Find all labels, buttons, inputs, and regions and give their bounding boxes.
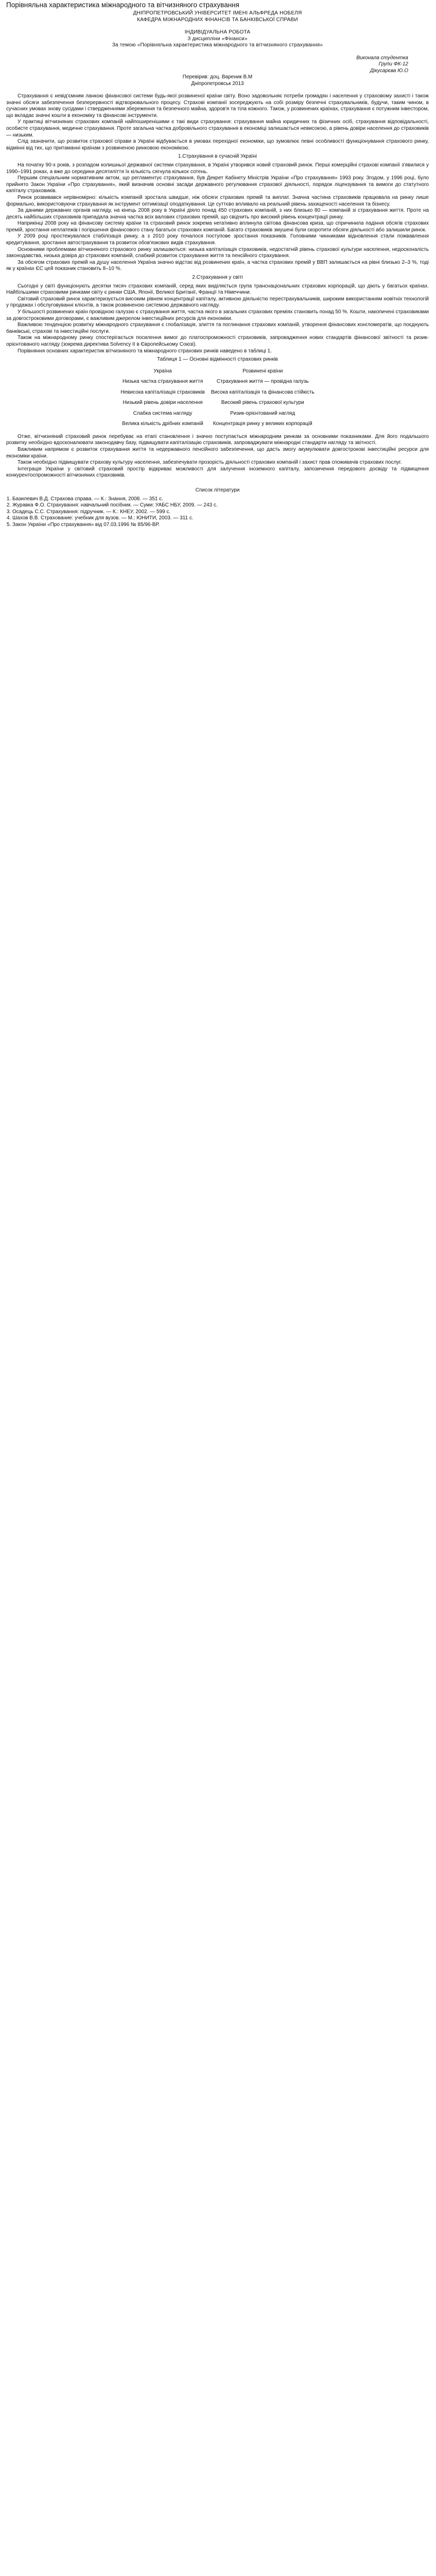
paragraph: Страхування є невід'ємним ланкою фінансової системи будь-якої розвиненої країни світу. Воно задовольняє потреби громадян і населення у страховому захисті і також значні обсяги забезпечення безперервності відтворювального процесу. Страхові компанії зосереджують на собі розміру безпечні страхувальників, будучи, таким чином, в сучасних умовах знову сусідами і ствердженнями збереження та безпечного майна, здоров'я та тіла кожного. Також, у розвинених країнах, страхування є потужним інвестором, що вкладає значні кошти в економіку та фінансові інструменти. [6, 93, 429, 118]
table-row [117, 409, 317, 419]
document-title: Порівняльна характеристика міжнародного та вітчизняного страхування [6, 1, 239, 9]
paragraph: У більшості розвинених країн провідною галуззю є страхування життя, частка якого в загальних страхових преміях становить понад 50 %. Кошти, накопичені страховиками за довгостроковими договорами, є важливим джерелом інвестиційних ресурсів для економіки. [6, 309, 429, 321]
student-name: Дікусарєва Ю.О [370, 67, 408, 74]
section [6, 87, 429, 151]
paragraph: Інтеграція України у світовий страховий простір відкриває можливості для залучення іноземного капіталу, запозичення передового досвіду та підвищення конкурентоспроможності вітчизняних страховиків. [6, 466, 429, 479]
references-title: Список літератури [195, 487, 240, 493]
paragraph: Важливою тенденцією розвитку міжнародного страхування є глобалізація, злиття та поглинання страхових компаній, утворення фінансових конгломератів, що поєднують банківські, страхові та інвестиційні послуги. [6, 322, 429, 334]
section [6, 154, 429, 273]
department-name: КАФЕДРА МІЖНАРОДНИХ ФІНАНСІВ ТА БАНКІВСЬКОЇ СПРАВИ [137, 16, 298, 23]
reference-item: 2. Журавка Ф.О. Страхування: навчальний посібник. — Суми: УАБС НБУ, 2009. — 243 с. [12, 502, 429, 509]
references-list [6, 496, 429, 529]
paragraph: Основними проблемами вітчизняного страхового ринку залишаються: низька капіталізація страховиків, недостатній рівень страхової культури населення, недосконалість законодавства, низька довіра до страхових компаній, слабкий розвиток страхування життя та пенсійного страхування. [6, 246, 429, 259]
document-page [0, 1, 436, 2576]
paragraph: У 2009 році простежувалася стабілізація ринку, а з 2010 року почалося поступове зростання показників. Головними чинниками відновлення стали пожвавлення кредитування, зростання автострахування та розвиток обов'язкових видів страхування. [6, 233, 429, 246]
comparison-table [117, 366, 317, 430]
table-cell: Високий рівень страхової культури [221, 400, 304, 406]
reference-item: 5. Закон України «Про страхування» від 07.03.1996 № 85/96-ВР. [12, 522, 429, 529]
paragraph: Також необхідно підвищувати страхову культуру населення, забезпечувати прозорість діяльності страхових компаній і захист прав споживачів страхових послуг. [18, 460, 402, 466]
paragraph: Важливим напрямом є розвиток страхування життя та недержавного пенсійного забезпечення, що дасть змогу акумулювати довгострокові інвестиційні ресурси для економіки країни. [6, 446, 429, 459]
table-cell: Низький рівень довіри населення [123, 400, 203, 406]
paragraph: Сьогодні у світі функціонують десятки тисяч страхових компаній, серед яких виділяється група транснаціональних страхових корпорацій, що діють у багатьох країнах. Найбільшими страховими ринками світу є ринки США, Японії, Великої Британії, Франції та Німеччини. [6, 283, 429, 296]
table-cell: Невисока капіталізація страховиків [120, 389, 205, 395]
paragraph: За обсягом страхових премій на душу населення Україна значно відстає від розвинених країн, а частка страхових премій у ВВП залишається на рівні близько 2–3 %, тоді як у країнах ЄС цей показник становить 8–10 %. [6, 259, 429, 272]
paragraph: Порівняння основних характеристик вітчизняного та міжнародного страхових ринків наведено в таблиці 1. [18, 348, 272, 354]
paragraph: Також на міжнародному ринку спостерігається посилення вимог до платоспроможності страховиків, запровадження нових стандартів фінансової звітності та ризик-орієнтованого нагляду (зокрема директива Solvency II в Європейському Союзі). [6, 335, 429, 347]
paragraph: Отже, вітчизняний страховий ринок перебуває на етапі становлення і значно поступається міжнародним ринкам за основними показниками. Для його подальшого розвитку необхідно вдосконалювати законодавчу базу, підвищувати капіталізацію страховиків, запроваджувати міжнародні стандарти нагляду та звітності. [6, 433, 429, 446]
table-row [117, 377, 317, 387]
performer-label: Виконала студентка [356, 55, 408, 61]
university-name: ДНІПРОПЕТРОВСЬКИЙ УНІВЕРСИТЕТ ІМЕНІ АЛЬФРЕДА НОБЕЛЯ [133, 10, 302, 16]
group-label: Групи ФК-12 [378, 61, 408, 67]
table-cell: Слабка система нагляду [133, 410, 193, 416]
section-heading: 2.Страхування у світі [192, 275, 243, 281]
checker-name: Перевірив: доц. Вареник В.М [182, 74, 253, 80]
paragraph: Наприкінці 2008 року на фінансову систему країни та страховий ринок зокрема негативно вплинула світова фінансова криза, що спричинила падіння обсягів страхових премій, зростання неплатежів і погіршення фінансового стану багатьох страхових компаній. Багато страховиків змушені були скоротити обсяги діяльності або залишили ринок. [6, 221, 429, 233]
table-cell: Ризик-орієнтований нагляд [230, 410, 295, 416]
table-row [117, 419, 317, 430]
reference-item: 3. Осадець С.С. Страхування: підручник. — К.: КНЕУ, 2002. — 599 с. [12, 509, 429, 516]
table-row [117, 387, 317, 398]
paragraph: Ринок розвивався нерівномірно: кількість компаній зростала швидше, ніж обсяги страхових премій та виплат. Значна частина страховиків працювала на ринку лише формально, використовуючи страхування як інструмент оптимізації оподаткування. Це суттєво впливало на реальний рівень захищеності населення та бізнесу. [6, 194, 429, 207]
paragraph: Світовий страховий ринок характеризується високим рівнем концентрації капіталу, активною діяльністю перестрахувальників, широким використанням новітніх технологій у продажах і обслуговуванні клієнтів, а також розвиненою системою державного нагляду. [6, 296, 429, 309]
table-cell: Низька частка страхування життя [122, 379, 203, 385]
work-topic: За темою «Порівняльна характеристика міжнародного та вітчизняного страхування» [112, 42, 323, 48]
section [6, 275, 429, 354]
discipline: З дисципліни «Фінанси» [187, 36, 248, 42]
comparison-table-section [6, 357, 429, 430]
table-cell: Висока капіталізація та фінансова стійкість [211, 389, 315, 395]
table-caption: Таблиця 1 — Основні відмінності страхових ринків [157, 357, 278, 363]
reference-item: 4. Шахов В.В. Страхование: учебник для вузов. — М.: ЮНИТИ, 2003. — 311 с. [12, 515, 429, 522]
work-type: ІНДИВІДУАЛЬНА РОБОТА [184, 29, 251, 35]
table-cell: Концентрація ринку у великих корпорацій [213, 421, 312, 427]
paragraph: За даними державних органів нагляду, на кінець 2008 року в Україні діяло понад 450 страхових компаній, з них близько 80 — компаній зі страхування життя. Проте на десять найбільших страховиків припадала значна частка всіх валових страхових премій, що свідчить про високий рівень концентрації ринку. [6, 208, 429, 220]
paragraph: Слід зазначити, що розвиток страхової справи в Україні відбувається в умовах перехідної економіки, що зумовлює певні особливості функціонування страхового ринку, відмінні від тих, що притаманні країнам з розвиненою ринковою економікою. [6, 139, 429, 151]
section-heading: 1.Страхування в сучасній Україні [178, 154, 257, 160]
table-cell: Страхування життя — провідна галузь [216, 379, 309, 385]
table-header-cell: Розвинені країни [242, 368, 283, 374]
closing-section [6, 434, 429, 485]
table-row [117, 398, 317, 409]
document-body [6, 87, 429, 354]
table-header-row [117, 366, 317, 377]
paragraph: У практиці вітчизняних страхових компаній найпоширенішими є такі види страхування: страхування майна юридичних та фізичних осіб, страхування відповідальності, особисте страхування, медичне страхування. Проте загальна частка добровільного страхування в економіці залишається невисокою, а рівень довіри населення до страховиків — низьким. [6, 119, 429, 138]
paragraph: На початку 90-х років, з розпадом колишньої державної системи страхування, в Україні утворився новий страховий ринок. Перші комерційні страхові компанії з'явилися у 1990–1991 роках, а вже до середини десятиліття їх кількість сягнула кількох сотень. [6, 162, 429, 175]
city-year: Дніпропетровськ 2013 [191, 80, 244, 87]
reference-item: 1. Базилевич В.Д. Страхова справа. — К.: Знання, 2008. — 351 с. [12, 496, 429, 503]
table-cell: Велика кількість дрібних компаній [122, 421, 203, 427]
paragraph: Першим спеціальним нормативним актом, що регламентує страхування, був Декрет Кабінету Міністрів України «Про страхування» 1993 року. Згодом, у 1996 році, було прийнято Закон України «Про страхування», який визначив основні засади державного регулювання страхової діяльності, порядок ліцензування та вимоги до статутного капіталу страховиків. [6, 175, 429, 194]
table-header-cell: Україна [153, 368, 172, 374]
